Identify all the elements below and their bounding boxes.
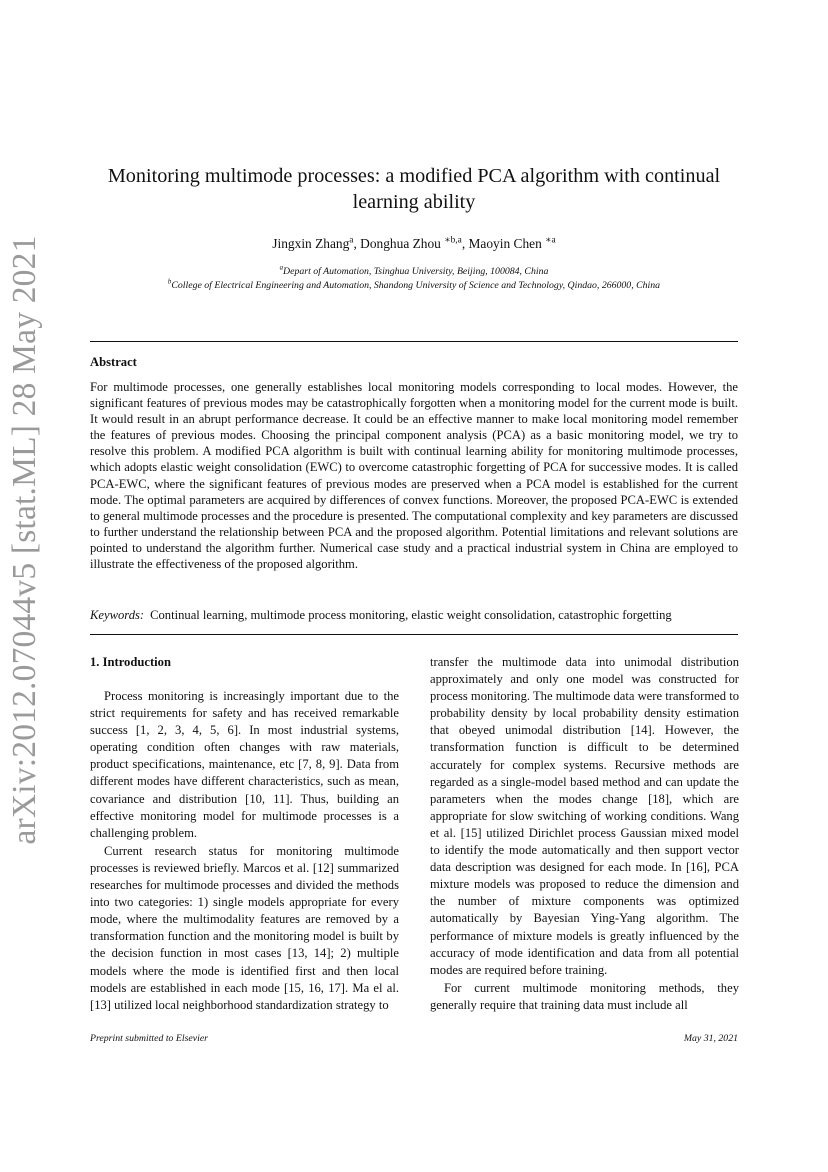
divider-bottom (90, 634, 738, 635)
author-list (90, 236, 738, 252)
intro-paragraph-1: Process monitoring is increasingly important due to the strict requirements for safety and has received remarkable success [1, 2, 3, 4, 5, 6]. In most industrial systems, operating condition often changes with raw materials, product specifications, maintenance, etc [7, 8, 9]. Data from different modes have different characteristics, such as mean, covariance and distribution [10, 11]. Thus, building an effective monitoring model for multimode processes is a challenging problem. (90, 689, 399, 840)
intro-paragraph-2-continued: transfer the multimode data into unimodal distribution approximately and only one model was constructed for process monitoring. The multimode data were transformed to probability density by local probability density estimation that obeyed unimodal distribution [14]. However, the transformation function is difficult to be determined accurately for complex systems. Recursive methods are regarded as a single-model based method and can update the parameters when the modes change [18], which are appropriate for slow switching of working conditions. Wang et al. [15] utilized Dirichlet process Gaussian mixed model to identify the mode automatically and then support vector data description was designed for each mode. In [16], PCA mixture models was proposed to reduce the dimension and the number of mixture components was optimized automatically by Bayesian Ying-Yang algorithm. The performance of mixture models is greatly influenced by the accuracy of mode identification and data from all potential modes are required before training. (430, 655, 739, 977)
author-1: Jingxin Zhang$^a$, (272, 235, 361, 251)
divider-top (90, 341, 738, 342)
footer-preprint-note: Preprint submitted to Elsevier (90, 1033, 208, 1044)
left-column (90, 654, 399, 1014)
arxiv-identifier-stamp (4, 235, 46, 845)
intro-paragraph-3: For current multimode monitoring methods, they generally require that training data must include all (430, 980, 739, 1012)
footer-date: May 31, 2021 (683, 1033, 738, 1044)
section-heading-introduction: 1. Introduction (90, 655, 171, 669)
affiliation-b: $^b$College of Electrical Engineering and Automation, Shandong University of Science and Technology, Qindao, 266000, China (167, 278, 661, 291)
keywords-label: Keywords: (90, 608, 145, 622)
author-3: Maoyin Chen $^{∗a}$ (468, 235, 556, 251)
right-column (430, 654, 739, 1014)
author-2: Donghua Zhou $^{∗b,a}$, (360, 235, 469, 251)
paper-title: Monitoring multimode processes: a modified PCA algorithm with continual learning ability (107, 165, 721, 213)
keywords-line (90, 607, 738, 623)
intro-paragraph-2: Current research status for monitoring multimode processes is reviewed briefly. Marcos et al. [12] summarized researches for multimode processes and divided the methods into two categories: 1) single models appropriate for every mode, where the multimodality features are removed by a transformation function and the monitoring model is built by the decision function in most cases [13, 14]; 2) multiple models where the mode is identified first and then local models are established in each mode [15, 16, 17]. Ma el al. [13] utilized local neighborhood standardization strategy to (90, 843, 399, 1012)
keywords-list: Continual learning, multimode process monitoring, elastic weight consolidation, catastrophic forgetting (150, 608, 672, 622)
abstract-heading: Abstract (90, 355, 137, 369)
abstract-body: For multimode processes, one generally establishes local monitoring models corresponding to local modes. However, the significant features of previous modes may be catastrophically forgotten when a monitoring model for the current mode is built. It would result in an abrupt performance decrease. It could be an effective manner to make local monitoring model remember the features of previous modes. Choosing the principal component analysis (PCA) as a basic monitoring model, we try to resolve this problem. A modified PCA algorithm is built with continual learning ability for monitoring multimode processes, which adopts elastic weight consolidation (EWC) to overcome catastrophic forgetting of PCA for successive modes. It is called PCA-EWC, where the significant features of previous modes are preserved when a PCA model is established for the current mode. The optimal parameters are acquired by differences of convex functions. Moreover, the proposed PCA-EWC is extended to general multimode processes and the procedure is presented. The computational complexity and key parameters are discussed to further understand the relationship between PCA and the proposed algorithm. Potential limitations and relevant solutions are pointed to understand the algorithm further. Numerical case study and a practical industrial system in China are employed to illustrate the effectiveness of the proposed algorithm. (90, 380, 738, 572)
affiliation-a: $^a$Depart of Automation, Tsinghua University, Beijing, 100084, China (279, 264, 549, 277)
arxiv-id-text: arXiv:2012.07044v5 [stat.ML] 28 May 2021 (6, 235, 43, 845)
